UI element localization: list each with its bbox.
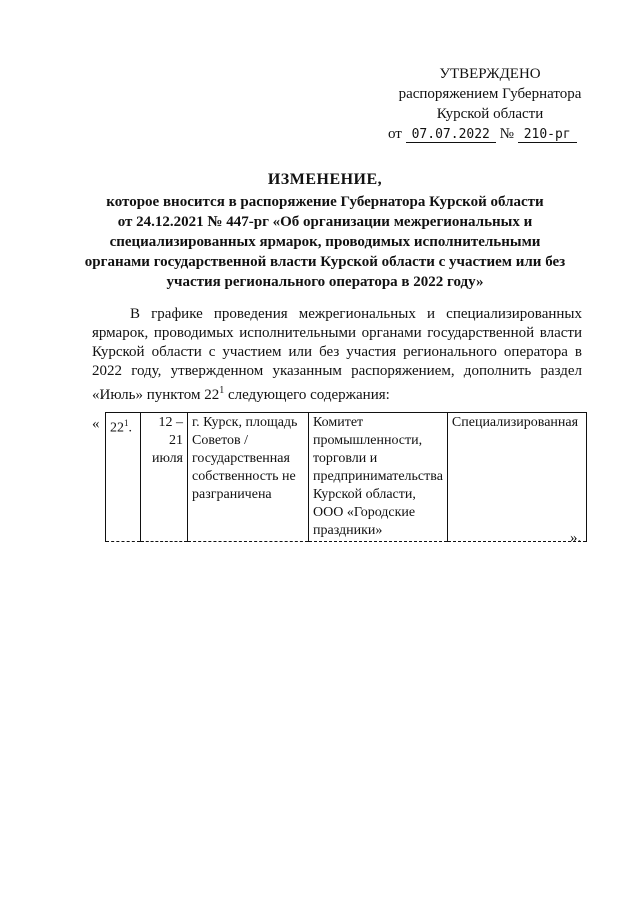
cell-type: Специализированная <box>447 413 586 542</box>
number-prefix: № <box>499 126 514 142</box>
number-superscript: 1 <box>124 418 129 428</box>
document-heading <box>80 170 570 292</box>
approval-title: УТВЕРЖДЕНО <box>439 66 541 82</box>
approval-date: 07.07.2022 <box>406 127 496 143</box>
heading-subtitle-line: от 24.12.2021 № 447-рг «Об организации межрегиональных и <box>117 214 533 230</box>
table-row <box>106 413 587 542</box>
approval-line-1: распоряжением Губернатора <box>398 86 582 102</box>
paragraph-start: В графике проведения межрегиональных и специализированных ярмарок, проводимых исполнительными органами государственной власти Курской области с участием или без участия регионального оператора в 2022 году, утвержденном указанным распоряжением, дополнить раздел «Июль» пунктом 22 <box>92 306 582 403</box>
heading-subtitle-line: специализированных ярмарок, проводимых исполнительными <box>109 234 541 250</box>
heading-title: ИЗМЕНЕНИЕ, <box>267 171 383 188</box>
cell-place: г. Курск, площадь Советов / государственная собственность не разграничена <box>188 413 309 542</box>
heading-subtitle-line: которое вносится в распоряжение Губернатора Курской области <box>106 194 544 210</box>
approval-block <box>380 64 600 145</box>
approval-date-line <box>388 124 600 145</box>
quote-close: ». <box>570 530 582 546</box>
cell-organizer: Комитет промышленности, торговли и предпринимательства Курской области, ООО «Городские праздники» <box>309 413 448 542</box>
approval-line-2: Курской области <box>436 106 544 122</box>
quote-open: « <box>92 416 100 432</box>
approval-number: 210-рг <box>518 127 577 143</box>
amendment-table <box>105 412 587 542</box>
paragraph-end: следующего содержания: <box>224 387 390 403</box>
paragraph-superscript: 1 <box>219 385 225 396</box>
cell-dates: 12 – 21 июля <box>141 413 188 542</box>
heading-subtitle-line: участия регионального оператора в 2022 году» <box>166 274 484 290</box>
date-prefix: от <box>388 126 402 142</box>
cell-number: $22^1$. <box>106 413 141 542</box>
body-paragraph <box>92 305 582 405</box>
heading-subtitle-line: органами государственной власти Курской области с участием или без <box>84 254 566 270</box>
